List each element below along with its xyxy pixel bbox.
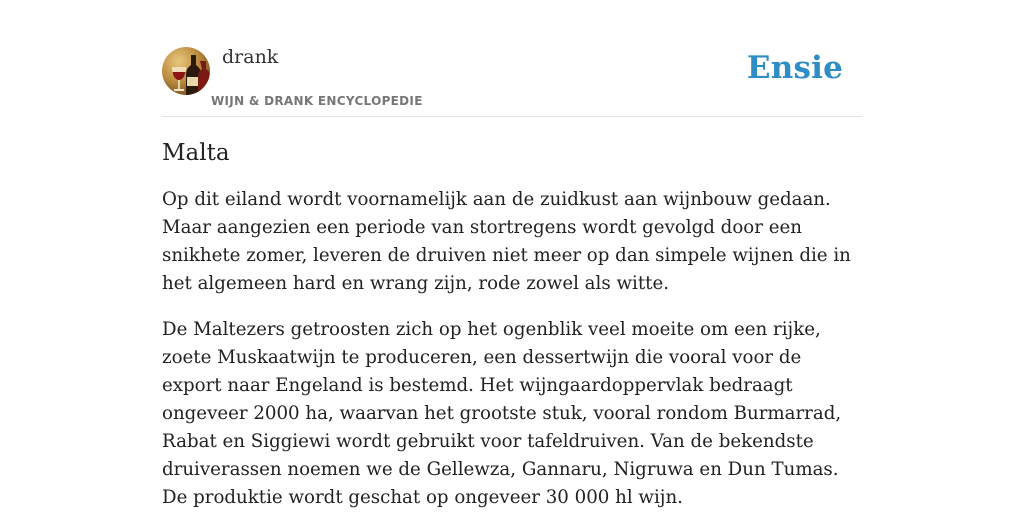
article-paragraph: Op dit eiland wordt voornamelijk aan de zuidkust aan wijnbouw gedaan. Maar aangezien een periode van stortregens wordt gevolgd door een snikhete zomer, leveren de druiven niet meer op dan simpele wijnen die in het algemeen hard en wrang zijn, rode zowel als witte. (162, 189, 851, 294)
site-name-link[interactable]: drank (222, 46, 279, 68)
brand-logo-link[interactable]: Ensie (746, 50, 843, 86)
article-title: Malta (162, 140, 230, 166)
site-header (162, 0, 862, 117)
wine-bottle-and-glass-icon[interactable] (162, 47, 210, 95)
site-tagline: WIJN & DRANK ENCYCLOPEDIE (211, 94, 423, 108)
article-paragraph: De Maltezers getroosten zich op het ogenblik veel moeite om een rijke, zoete Muskaatwijn te produceren, een dessertwijn die vooral voor de export naar Engeland is bestemd. Het wijngaardoppervlak bedraagt ongeveer 2000 ha, waarvan het grootste stuk, vooral rondom Burmarrad, Rabat en Siggiewi wordt gebruikt voor tafeldruiven. Van de bekendste druiverassen noemen we de Gellewza, Gannaru, Nigruwa en Dun Tumas. De produktie wordt geschat op ongeveer 30 000 hl wijn. (162, 319, 842, 508)
article (162, 140, 862, 530)
